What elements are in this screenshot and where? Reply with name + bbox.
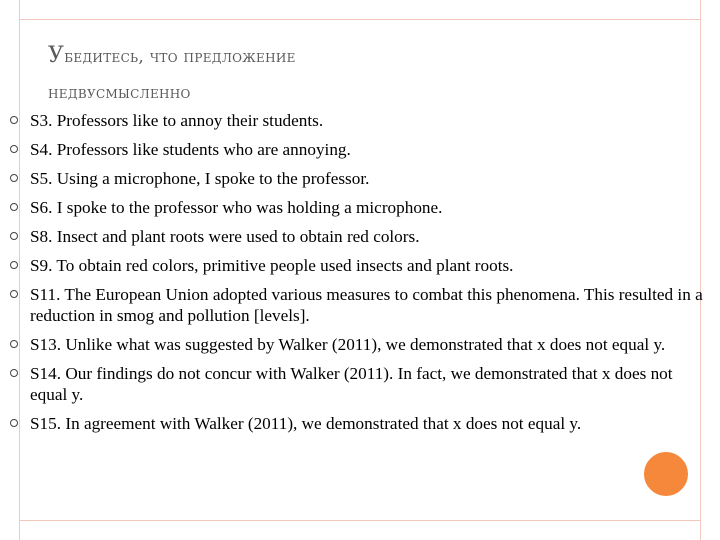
title-line-1-text: бедитесь, что предложение (64, 47, 296, 67)
bullet-icon (10, 419, 18, 427)
bullet-list (10, 110, 710, 442)
list-item (10, 110, 710, 131)
list-item (10, 413, 710, 434)
list-item-text: S4. Professors like students who are annoying. (30, 140, 351, 159)
bullet-icon (10, 145, 18, 153)
title-line-2: недвусмысленно (48, 83, 191, 103)
list-item (10, 363, 710, 405)
bullet-icon (10, 369, 18, 377)
bullet-icon (10, 116, 18, 124)
bullet-icon (10, 174, 18, 182)
decorative-accent-circle (641, 449, 691, 499)
list-item (10, 197, 710, 218)
list-item (10, 168, 710, 189)
list-item (10, 334, 710, 355)
list-item-text: S3. Professors like to annoy their students. (30, 111, 324, 130)
decorative-frame-top (19, 0, 701, 20)
bullet-icon (10, 232, 18, 240)
list-item-text: S9. To obtain red colors, primitive people used insects and plant roots. (30, 256, 514, 275)
list-item-text: S5. Using a microphone, I spoke to the professor. (30, 169, 370, 188)
title-first-letter: У (48, 43, 65, 68)
list-item (10, 226, 710, 247)
bullet-icon (10, 290, 18, 298)
list-item-text: S6. I spoke to the professor who was holding a microphone. (30, 198, 443, 217)
list-item (10, 284, 710, 326)
list-item-text: S14. Our findings do not concur with Walker (2011). In fact, we demonstrated that x does not equal y. (30, 364, 673, 404)
list-item-text: S11. The European Union adopted various measures to combat this phenomena. This resulted in a reduction in smog and pollution [levels]. (30, 285, 703, 325)
bullet-icon (10, 203, 18, 211)
list-item-text: S13. Unlike what was suggested by Walker (2011), we demonstrated that x does not equal y. (30, 335, 666, 354)
bullet-icon (10, 261, 18, 269)
list-item (10, 255, 710, 276)
list-item-text: S15. In agreement with Walker (2011), we demonstrated that x does not equal y. (30, 414, 582, 433)
list-item (10, 139, 710, 160)
title-line-1 (48, 38, 568, 75)
slide-title (48, 38, 568, 111)
bullet-icon (10, 340, 18, 348)
decorative-frame-bottom (19, 520, 701, 540)
list-item-text: S8. Insect and plant roots were used to obtain red colors. (30, 227, 420, 246)
